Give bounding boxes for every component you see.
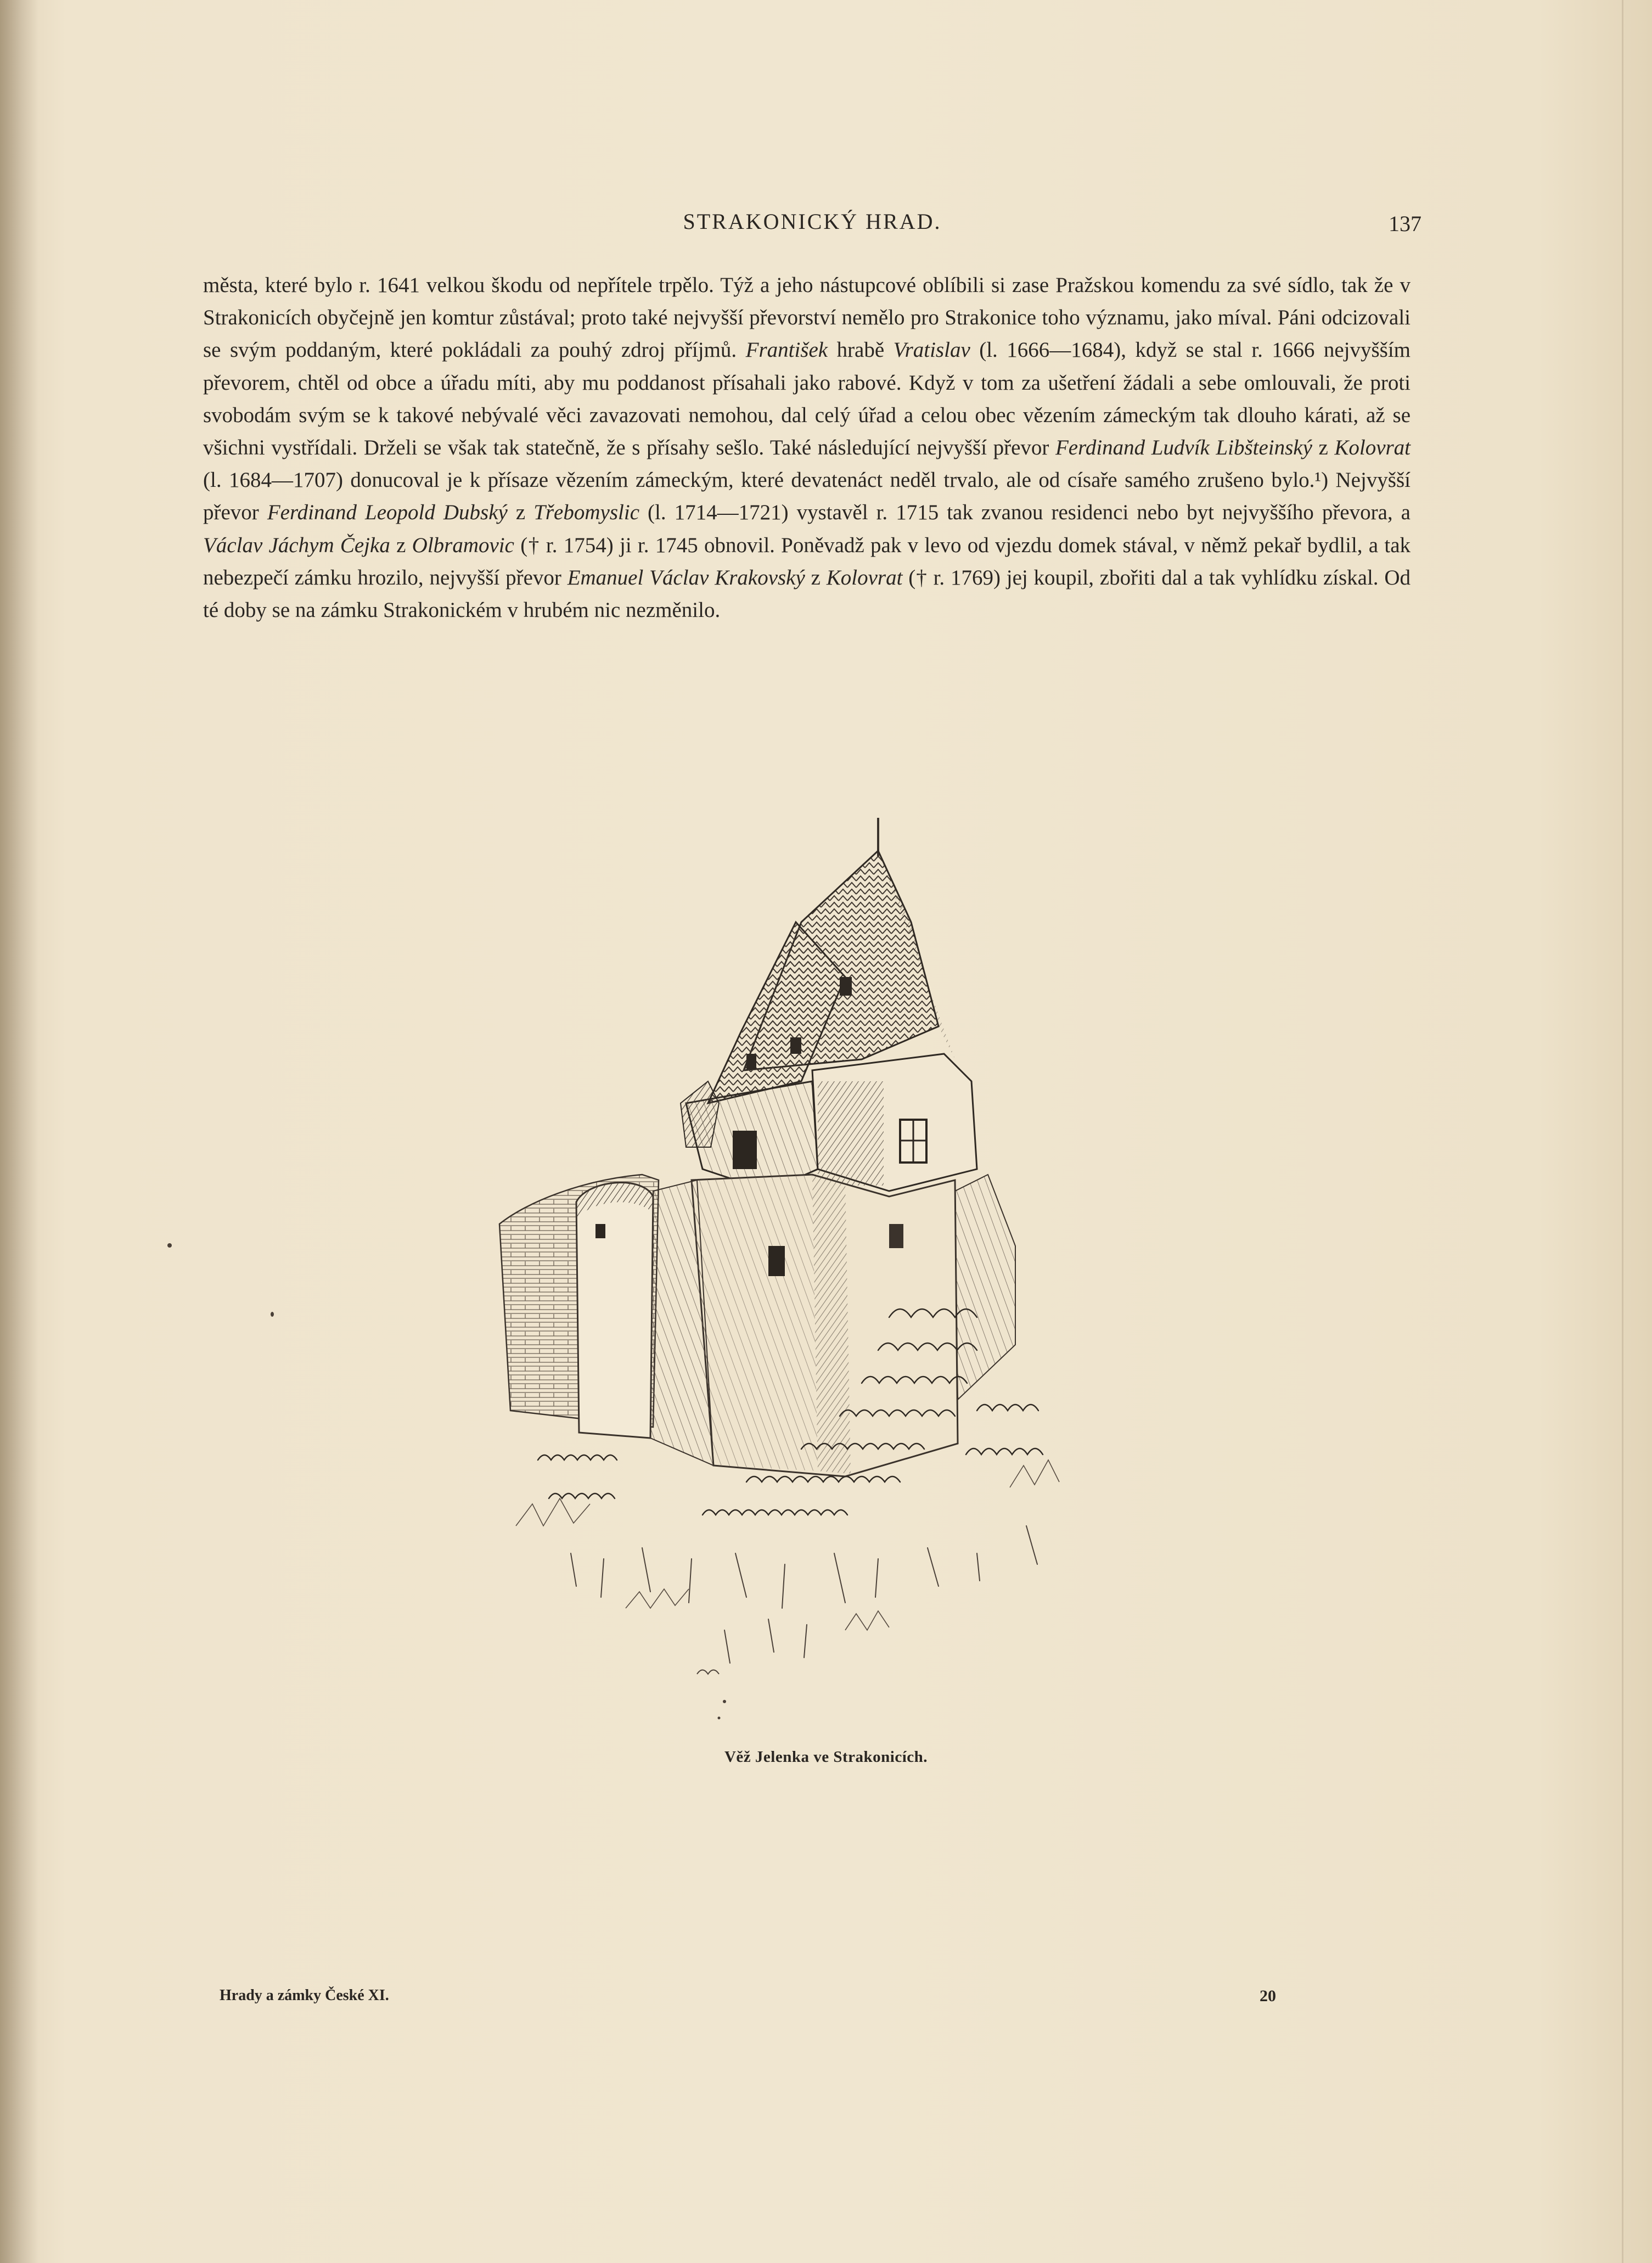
binding-shadow xyxy=(0,0,38,2263)
text-run: (l. 1684—1707) donucoval je k přísaze vězením zámeckým, které devatenáct neděl trvalo, ale od císaře samého zrušeno bylo.¹) Nejvyšší převor xyxy=(203,468,1411,525)
text-run: města, které bylo r. 1641 velkou škodu od nepřítele trpělo. Týž a jeho nástupcové oblíbili si zase Pražskou komendu za své sídlo, tak že v Strakonicích obyčejně jen komtur zůstával; proto také nejvyšší převorství nemělo pro Strakonice toho významu, jako míval. Páni odcizovali se svým poddaným, které pokládali za pouhý zdroj příjmů. xyxy=(203,273,1411,362)
italic-name: Václav Jáchym Čejka xyxy=(203,533,390,557)
tower-illustration xyxy=(461,796,1120,1740)
italic-name: Emanuel Václav Krakovský xyxy=(567,565,805,589)
stray-mark xyxy=(167,1243,172,1248)
text-run: z xyxy=(507,501,534,525)
italic-name: Ferdinand Ludvík Libšteinský xyxy=(1055,436,1312,460)
italic-name: František xyxy=(745,338,828,362)
body-text xyxy=(203,269,1411,626)
text-run: († r. 1754) ji r. 1745 obnovil. Poněvadž pak v levo od vjezdu domek stával, v němž pekař bydlil, a tak nebezpečí zámku hrozilo, nejvyšší převor xyxy=(203,533,1411,589)
body-paragraph xyxy=(203,269,1411,626)
figure-caption: Věž Jelenka ve Strakonicích. xyxy=(724,1748,928,1766)
text-run: z xyxy=(1312,436,1335,460)
running-title: STRAKONICKÝ HRAD. xyxy=(683,209,942,234)
italic-name: Kolovrat xyxy=(1334,436,1411,460)
italic-name: Olbramovic xyxy=(412,533,514,557)
page-edge xyxy=(1622,0,1623,2263)
italic-name: Třebomyslic xyxy=(533,501,639,525)
text-run: z xyxy=(805,565,827,589)
running-header xyxy=(203,209,1421,242)
stray-mark xyxy=(271,1312,274,1317)
text-run: († r. 1769) jej koupil, zbořiti dal a tak vyhlídku získal. Od té doby se na zámku Strakonickém v hrubém nic nezměnilo. xyxy=(203,565,1411,622)
page-number: 137 xyxy=(1389,211,1421,236)
text-run: (l. 1714—1721) vystavěl r. 1715 tak zvanou residenci nebo byt nejvyššího převora, a xyxy=(639,501,1411,525)
italic-name: Kolovrat xyxy=(826,565,903,589)
tower-drawing xyxy=(461,796,1120,1740)
footer-series-title: Hrady a zámky České XI. xyxy=(220,1987,389,2004)
text-run: z xyxy=(390,533,412,557)
text-run: hrabě xyxy=(828,338,894,362)
italic-name: Ferdinand Leopold Dubský xyxy=(267,501,508,525)
italic-name: Vratislav xyxy=(893,338,970,362)
footer-signature-number: 20 xyxy=(1260,1987,1276,2005)
text-run: (l. 1666—1684), když se stal r. 1666 nejvyšším převorem, chtěl od obce a úřadu míti, aby mu poddanost přísahali jako rabové. Když v tom za ušetření žádali a sebe omlouvali, že proti svobodám svým se k takové nebývalé věci zavazovati nemohou, dal celý úřad a celou obec vězením zámeckým tak dlouho kárati, až se všichni vystřídali. Drželi se však tak statečně, že s přísahy sešlo. Také následující nejvyšší převor xyxy=(203,338,1411,460)
